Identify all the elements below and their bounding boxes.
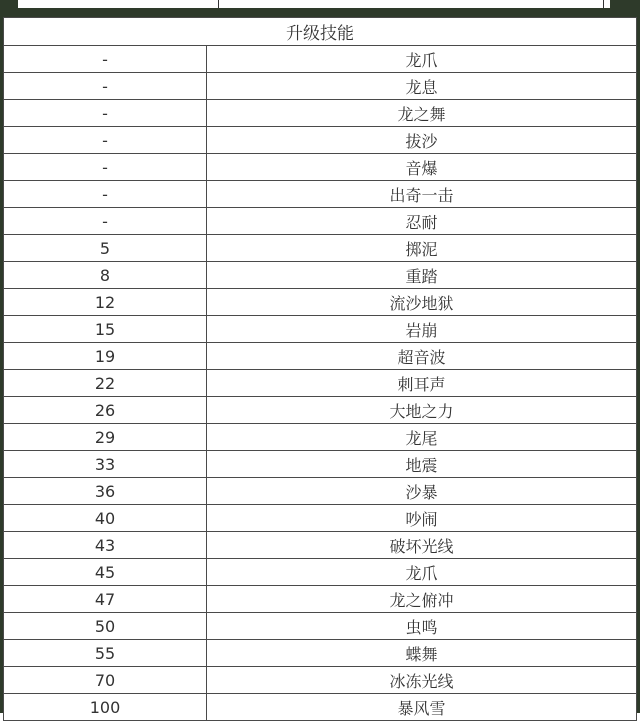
table-body xyxy=(4,46,637,721)
frame-edge-left xyxy=(0,0,18,8)
skill-cell: 龙爪 xyxy=(207,559,637,586)
table-row xyxy=(4,451,637,478)
level-cell: - xyxy=(4,127,207,154)
level-cell: - xyxy=(4,154,207,181)
level-cell: 8 xyxy=(4,262,207,289)
level-cell: 40 xyxy=(4,505,207,532)
table-row xyxy=(4,181,637,208)
table-row xyxy=(4,100,637,127)
table-row xyxy=(4,397,637,424)
level-cell: 33 xyxy=(4,451,207,478)
skill-cell: 龙息 xyxy=(207,73,637,100)
skill-cell: 大地之力 xyxy=(207,397,637,424)
skill-cell: 超音波 xyxy=(207,343,637,370)
level-cell: 26 xyxy=(4,397,207,424)
skill-cell: 破坏光线 xyxy=(207,532,637,559)
level-cell: 43 xyxy=(4,532,207,559)
skill-cell: 音爆 xyxy=(207,154,637,181)
skill-cell: 重踏 xyxy=(207,262,637,289)
table-row xyxy=(4,289,637,316)
level-cell: 36 xyxy=(4,478,207,505)
level-cell: 22 xyxy=(4,370,207,397)
table-row xyxy=(4,73,637,100)
skill-cell: 刺耳声 xyxy=(207,370,637,397)
level-cell: 15 xyxy=(4,316,207,343)
skill-cell: 冰冻光线 xyxy=(207,667,637,694)
skill-cell: 流沙地狱 xyxy=(207,289,637,316)
skill-cell: 暴风雪 xyxy=(207,694,637,721)
table-header-row xyxy=(4,18,637,46)
cropped-cell-right xyxy=(218,0,604,8)
level-cell: 45 xyxy=(4,559,207,586)
skill-cell: 龙之舞 xyxy=(207,100,637,127)
level-cell: 50 xyxy=(4,613,207,640)
table-row xyxy=(4,532,637,559)
level-cell: 19 xyxy=(4,343,207,370)
level-cell: 55 xyxy=(4,640,207,667)
table-frame xyxy=(0,8,640,718)
table-row xyxy=(4,46,637,73)
level-cell: - xyxy=(4,100,207,127)
level-cell: - xyxy=(4,73,207,100)
level-cell: 12 xyxy=(4,289,207,316)
skill-cell: 龙之俯冲 xyxy=(207,586,637,613)
table-row xyxy=(4,667,637,694)
level-cell: 47 xyxy=(4,586,207,613)
level-cell: - xyxy=(4,181,207,208)
level-cell: 29 xyxy=(4,424,207,451)
skill-cell: 虫鸣 xyxy=(207,613,637,640)
skill-cell: 拔沙 xyxy=(207,127,637,154)
skill-cell: 龙尾 xyxy=(207,424,637,451)
table-row xyxy=(4,559,637,586)
skill-cell: 出奇一击 xyxy=(207,181,637,208)
level-cell: 100 xyxy=(4,694,207,721)
level-up-skills-table xyxy=(3,17,637,721)
table-row xyxy=(4,370,637,397)
level-cell: - xyxy=(4,46,207,73)
skill-cell: 地震 xyxy=(207,451,637,478)
skill-cell: 龙爪 xyxy=(207,46,637,73)
cropped-cell-left xyxy=(18,0,219,8)
table-row xyxy=(4,694,637,721)
level-cell: - xyxy=(4,208,207,235)
skill-cell: 蝶舞 xyxy=(207,640,637,667)
table-row xyxy=(4,640,637,667)
skill-cell: 沙暴 xyxy=(207,478,637,505)
table-row xyxy=(4,235,637,262)
table-row xyxy=(4,127,637,154)
skill-cell: 吵闹 xyxy=(207,505,637,532)
skill-cell: 掷泥 xyxy=(207,235,637,262)
table-header: 升级技能 xyxy=(4,18,637,46)
table-row xyxy=(4,613,637,640)
table-row xyxy=(4,343,637,370)
table-row xyxy=(4,505,637,532)
table-row xyxy=(4,154,637,181)
table-row xyxy=(4,208,637,235)
skill-cell: 忍耐 xyxy=(207,208,637,235)
skill-cell: 岩崩 xyxy=(207,316,637,343)
table-row xyxy=(4,262,637,289)
table-row xyxy=(4,316,637,343)
table-row xyxy=(4,586,637,613)
frame-edge-right xyxy=(610,0,640,8)
table-row xyxy=(4,478,637,505)
level-cell: 5 xyxy=(4,235,207,262)
level-cell: 70 xyxy=(4,667,207,694)
table-row xyxy=(4,424,637,451)
